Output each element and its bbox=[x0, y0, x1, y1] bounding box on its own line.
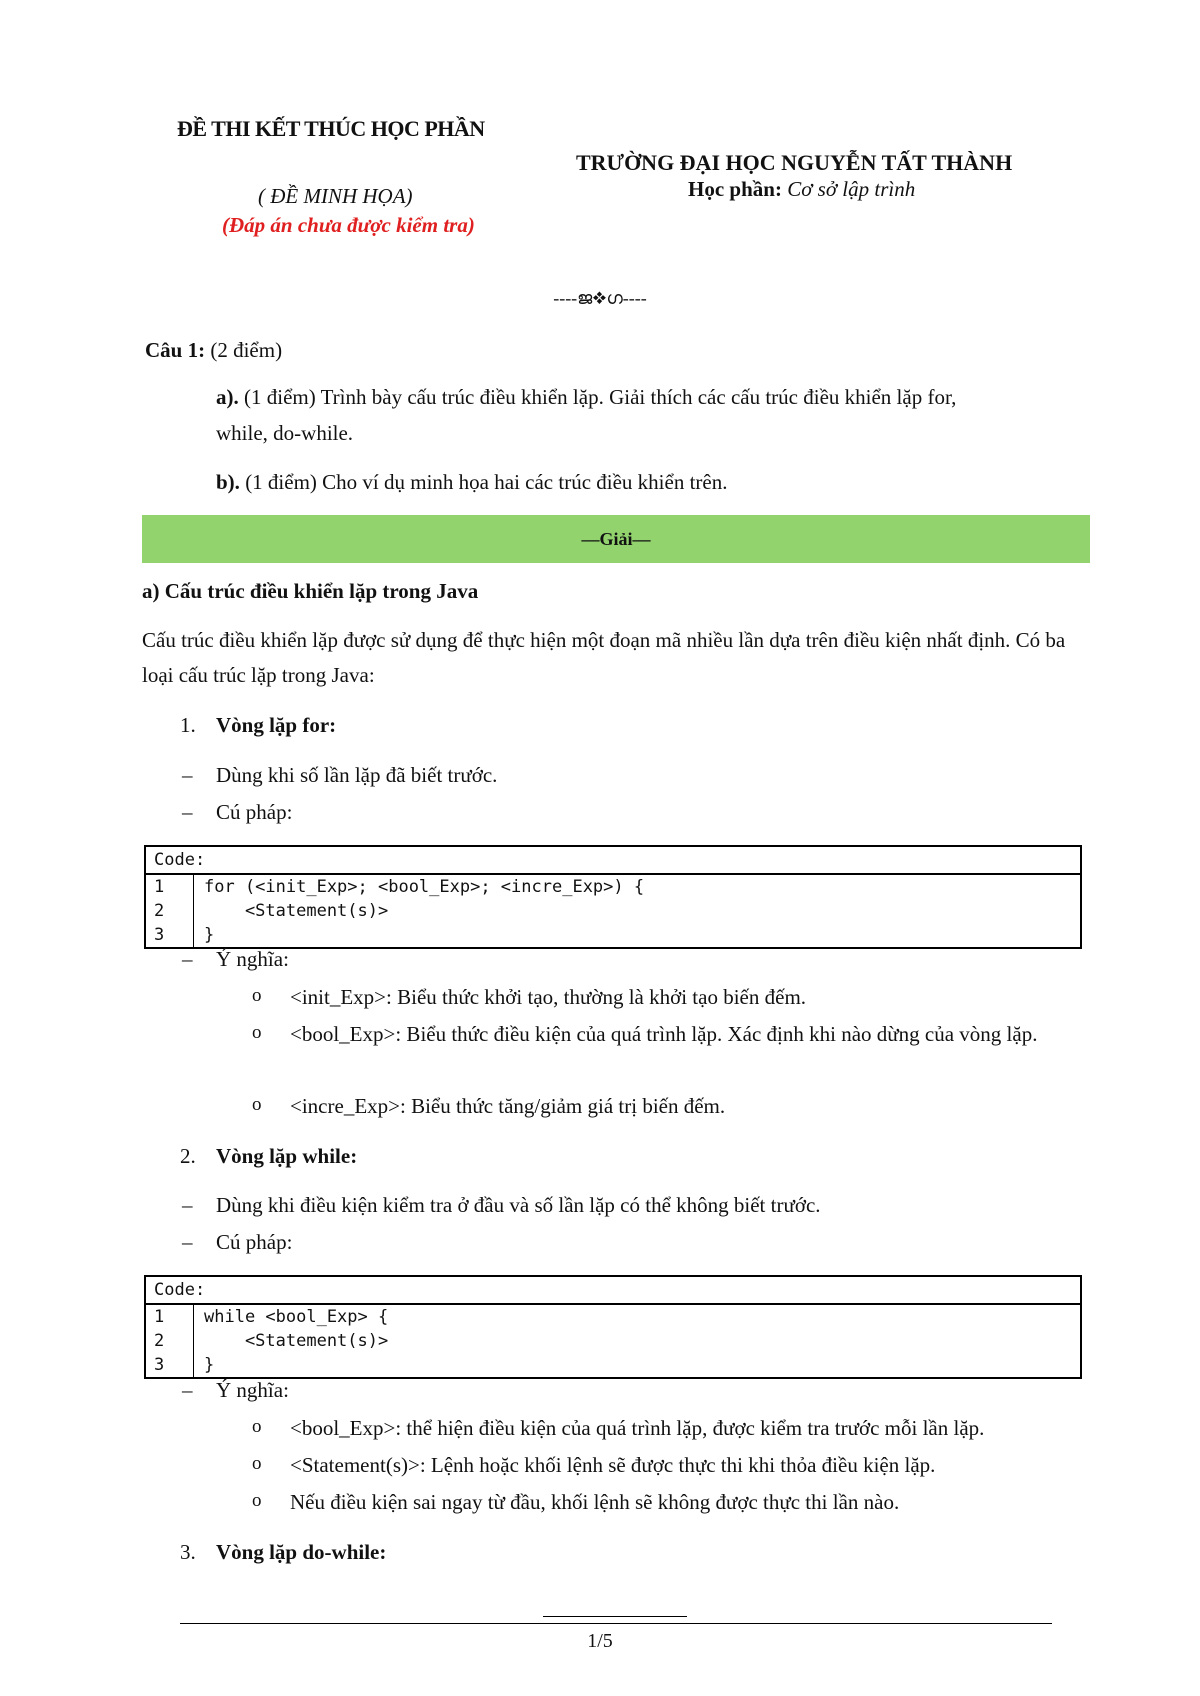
while-code-block bbox=[144, 1275, 1082, 1379]
line-number: 2 bbox=[154, 901, 165, 921]
answer-note: (Đáp án chưa được kiểm tra) bbox=[222, 213, 475, 237]
course-label: Học phần: bbox=[688, 177, 782, 201]
course-name: Cơ sở lập trình bbox=[787, 177, 916, 201]
question-1a-label: a). bbox=[216, 385, 239, 409]
code-title: Code: bbox=[146, 1277, 1080, 1305]
for-code-block bbox=[144, 845, 1082, 949]
exam-title: ĐỀ THI KẾT THÚC HỌC PHẦN bbox=[177, 116, 485, 141]
line-number: 1 bbox=[154, 1307, 165, 1327]
for-loop-usage: Dùng khi số lần lặp đã biết trước. bbox=[216, 763, 498, 787]
for-bullet-2: <bool_Exp>: Biểu thức điều kiện của quá trình lặp. Xác định khi nào dừng của vòng lặp. bbox=[290, 1022, 1038, 1046]
dash-icon: – bbox=[182, 1193, 193, 1217]
question-1a-text-cont: while, do-while. bbox=[216, 421, 354, 445]
while-loop-syntax-label: Cú pháp: bbox=[216, 1230, 293, 1254]
line-numbers bbox=[146, 1305, 194, 1377]
question-1a bbox=[216, 385, 956, 410]
code-lines bbox=[194, 875, 644, 947]
while-bullet-2: <Statement(s)>: Lệnh hoặc khối lệnh sẽ được thực thi khi thỏa điều kiện lặp. bbox=[290, 1453, 936, 1477]
for-loop-syntax-label: Cú pháp: bbox=[216, 800, 293, 824]
circle-bullet-icon: o bbox=[252, 1453, 262, 1474]
while-loop-usage: Dùng khi điều kiện kiểm tra ở đầu và số lần lặp có thể không biết trước. bbox=[216, 1193, 821, 1217]
code-line: while <bool_Exp> { bbox=[204, 1307, 389, 1327]
line-numbers bbox=[146, 875, 194, 947]
sample-label: ( ĐỀ MINH HỌA) bbox=[258, 184, 413, 208]
footer-rule bbox=[180, 1623, 1052, 1624]
solution-banner: —Giải— bbox=[142, 515, 1090, 563]
while-bullet-1: <bool_Exp>: thể hiện điều kiện của quá trình lặp, được kiểm tra trước mỗi lần lặp. bbox=[290, 1416, 985, 1440]
dash-icon: – bbox=[182, 947, 193, 971]
question-1b-text: (1 điểm) Cho ví dụ minh họa hai các trúc điều khiển trên. bbox=[245, 470, 728, 494]
circle-bullet-icon: o bbox=[252, 985, 262, 1006]
while-loop-num: 2. bbox=[180, 1144, 196, 1168]
circle-bullet-icon: o bbox=[252, 1416, 262, 1437]
question-1a-text: (1 điểm) Trình bày cấu trúc điều khiển lặp. Giải thích các cấu trúc điều khiển lặp for, bbox=[244, 385, 957, 409]
line-number: 3 bbox=[154, 1355, 165, 1375]
line-number: 1 bbox=[154, 877, 165, 897]
line-number: 2 bbox=[154, 1331, 165, 1351]
for-loop-title: Vòng lặp for: bbox=[216, 713, 337, 737]
while-bullet-3: Nếu điều kiện sai ngay từ đầu, khối lệnh sẽ không được thực thi lần nào. bbox=[290, 1490, 900, 1514]
for-bullet-1: <init_Exp>: Biểu thức khởi tạo, thường là khởi tạo biến đếm. bbox=[290, 985, 807, 1009]
code-line: } bbox=[204, 1355, 215, 1375]
dash-icon: – bbox=[182, 800, 193, 824]
while-loop-meaning-label: Ý nghĩa: bbox=[216, 1378, 289, 1402]
section-a-intro: Cấu trúc điều khiển lặp được sử dụng để thực hiện một đoạn mã nhiều lần dựa trên điều kiện nhất định. Có ba loại cấu trúc lặp trong Java: bbox=[142, 628, 1066, 687]
dash-icon: – bbox=[182, 1230, 193, 1254]
section-a-heading: a) Cấu trúc điều khiển lặp trong Java bbox=[142, 579, 479, 603]
do-while-loop-num: 3. bbox=[180, 1540, 196, 1564]
circle-bullet-icon: o bbox=[252, 1022, 262, 1043]
code-line: } bbox=[204, 925, 215, 945]
question-1-label: Câu 1: bbox=[145, 338, 206, 362]
code-line: <Statement(s)> bbox=[204, 901, 389, 921]
question-1-points: (2 điểm) bbox=[210, 338, 283, 362]
question-1b-label: b). bbox=[216, 470, 240, 494]
line-number: 3 bbox=[154, 925, 165, 945]
dash-icon: – bbox=[182, 763, 193, 787]
circle-bullet-icon: o bbox=[252, 1094, 262, 1115]
course-line bbox=[688, 177, 915, 202]
code-line: for (<init_Exp>; <bool_Exp>; <incre_Exp>) { bbox=[204, 877, 645, 897]
question-1-line bbox=[145, 338, 282, 363]
code-title: Code: bbox=[146, 847, 1080, 875]
while-loop-title: Vòng lặp while: bbox=[216, 1144, 358, 1168]
for-loop-num: 1. bbox=[180, 713, 196, 737]
code-line: <Statement(s)> bbox=[204, 1331, 389, 1351]
for-loop-meaning-label: Ý nghĩa: bbox=[216, 947, 289, 971]
for-bullet-3: <incre_Exp>: Biểu thức tăng/giảm giá trị biến đếm. bbox=[290, 1094, 726, 1118]
code-lines bbox=[194, 1305, 388, 1377]
dash-icon: – bbox=[182, 1378, 193, 1402]
footer-short-rule bbox=[543, 1616, 687, 1617]
school-name: TRƯỜNG ĐẠI HỌC NGUYỄN TẤT THÀNH bbox=[576, 150, 1013, 175]
do-while-loop-title: Vòng lặp do-while: bbox=[216, 1540, 387, 1564]
page-number: 1/5 bbox=[587, 1630, 613, 1652]
circle-bullet-icon: o bbox=[252, 1490, 262, 1511]
question-1b bbox=[216, 470, 727, 495]
ornament-divider: ----ജ❖ഗ---- bbox=[553, 288, 647, 308]
